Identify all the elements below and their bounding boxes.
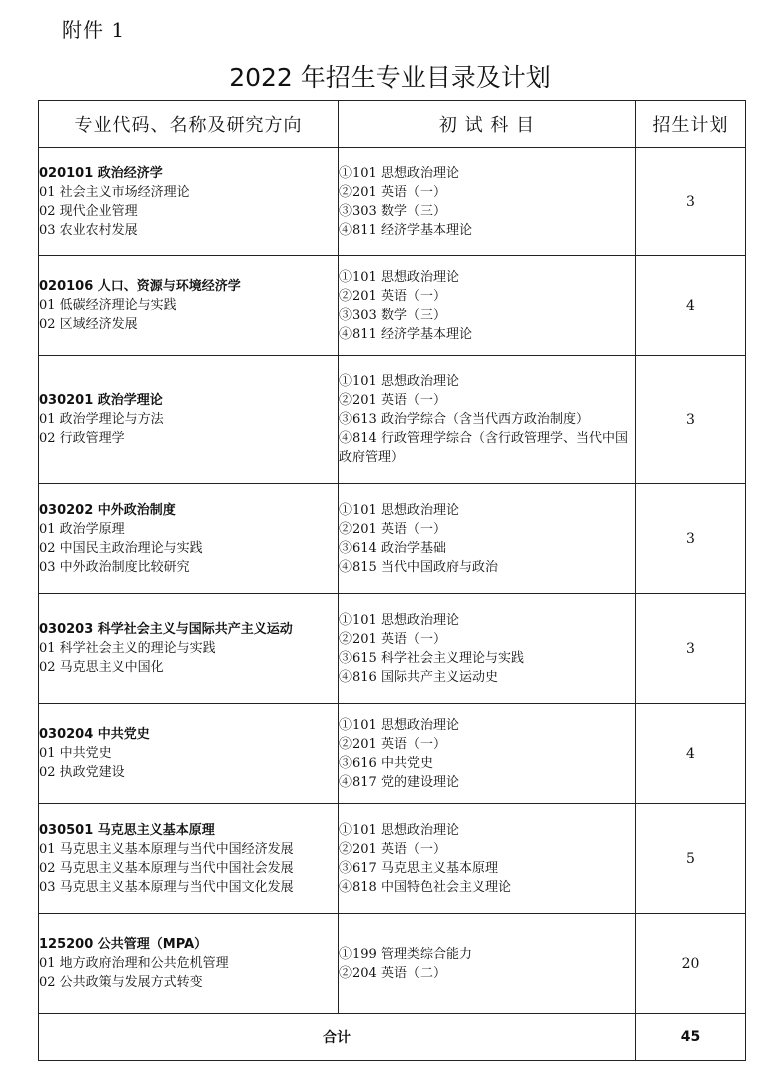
research-direction: 01 科学社会主义的理论与实践 [39,641,216,656]
research-direction: 01 低碳经济理论与实践 [39,298,177,313]
research-direction: 02 区域经济发展 [39,317,138,332]
research-direction: 03 马克思主义基本原理与当代中国文化发展 [39,879,294,895]
major-code: 030202 中外政治制度 [39,502,176,518]
exam-subject: ④814 行政管理学综合（含行政管理学、当代中国政府管理） [339,431,628,465]
plan-count: 3 [636,484,746,594]
research-direction: 02 马克思主义中国化 [39,660,164,675]
exam-subject: ②201 英语（一） [339,736,446,752]
exam-subject: ③613 政治学综合（含当代西方政治制度） [339,412,589,427]
major-cell [39,356,339,484]
research-direction: 01 中共党史 [39,746,112,761]
research-direction: 01 马克思主义基本原理与当代中国经济发展 [39,841,294,857]
exam-subject: ②201 英语（一） [339,521,446,537]
header-plan: 招生计划 [636,101,746,148]
table-row [39,914,746,1014]
exam-subject: ③614 政治学基础 [339,540,446,556]
exam-subject: ①101 思想政治理论 [339,269,459,285]
research-direction: 02 马克思主义基本原理与当代中国社会发展 [39,860,294,876]
research-direction: 02 行政管理学 [39,431,125,446]
exam-subject: ④817 党的建设理论 [339,774,459,790]
exam-subject: ③615 科学社会主义理论与实践 [339,650,524,666]
exam-cell [339,704,636,804]
table-row [39,148,746,256]
table-row [39,704,746,804]
exam-subject: ④818 中国特色社会主义理论 [339,879,511,895]
exam-subject: ④816 国际共产主义运动史 [339,669,498,685]
exam-subject: ②201 英语（一） [339,393,446,408]
major-cell [39,704,339,804]
plan-count: 4 [636,256,746,356]
major-code: 020106 人口、资源与环境经济学 [39,279,241,294]
exam-cell [339,484,636,594]
major-code: 030201 政治学理论 [39,393,163,408]
research-direction: 03 农业农村发展 [39,222,138,238]
exam-cell [339,356,636,484]
exam-subject: ③617 马克思主义基本原理 [339,860,498,876]
plan-count: 3 [636,594,746,704]
exam-subject: ①101 思想政治理论 [339,165,459,181]
table-row [39,594,746,704]
major-cell [39,914,339,1014]
exam-cell [339,914,636,1014]
exam-cell [339,804,636,914]
total-label: 合计 [39,1014,636,1061]
header-exam: 初 试 科 目 [339,101,636,148]
exam-subject: ②201 英语（一） [339,288,446,304]
plan-count: 3 [636,356,746,484]
major-cell [39,148,339,256]
major-code: 020101 政治经济学 [39,165,163,181]
exam-cell [339,148,636,256]
exam-subject: ①101 思想政治理论 [339,612,459,628]
total-row [39,1014,746,1061]
table-row [39,484,746,594]
research-direction: 01 政治学原理 [39,521,125,537]
table-header-row [39,101,746,148]
research-direction: 01 地方政府治理和公共危机管理 [39,956,229,971]
exam-subject: ①101 思想政治理论 [339,717,459,733]
plan-count: 5 [636,804,746,914]
exam-subject: ②201 英语（一） [339,184,446,200]
page-title: 2022 年招生专业目录及计划 [229,63,551,92]
header-major: 专业代码、名称及研究方向 [39,101,339,148]
plan-count: 3 [636,148,746,256]
enrollment-plan-table [38,100,746,1061]
exam-subject: ③303 数学（三） [339,307,446,323]
major-cell [39,256,339,356]
research-direction: 02 中国民主政治理论与实践 [39,540,203,556]
exam-subject: ①101 思想政治理论 [339,822,459,838]
plan-count: 4 [636,704,746,804]
attachment-label: 附件 1 [62,18,126,42]
exam-subject: ③303 数学（三） [339,203,446,219]
research-direction: 02 执政党建设 [39,765,125,780]
exam-subject: ①199 管理类综合能力 [339,946,472,962]
major-code: 125200 公共管理（MPA） [39,937,208,952]
research-direction: 03 中外政治制度比较研究 [39,559,190,575]
exam-subject: ②201 英语（一） [339,631,446,647]
research-direction: 01 政治学理论与方法 [39,412,164,427]
exam-subject: ②204 英语（二） [339,965,446,981]
major-cell [39,804,339,914]
exam-subject: ④811 经济学基本理论 [339,222,472,238]
exam-subject: ③616 中共党史 [339,755,433,771]
table-row [39,804,746,914]
research-direction: 01 社会主义市场经济理论 [39,184,190,200]
table-row [39,356,746,484]
major-cell [39,594,339,704]
major-code: 030204 中共党史 [39,727,150,742]
major-code: 030501 马克思主义基本原理 [39,822,215,838]
total-value: 45 [636,1014,746,1061]
research-direction: 02 公共政策与发展方式转变 [39,975,203,990]
major-cell [39,484,339,594]
exam-cell [339,594,636,704]
plan-count: 20 [636,914,746,1014]
major-code: 030203 科学社会主义与国际共产主义运动 [39,622,293,637]
exam-subject: ②201 英语（一） [339,841,446,857]
exam-subject: ④815 当代中国政府与政治 [339,559,498,575]
exam-subject: ④811 经济学基本理论 [339,326,472,342]
table-row [39,256,746,356]
exam-cell [339,256,636,356]
research-direction: 02 现代企业管理 [39,203,138,219]
exam-subject: ①101 思想政治理论 [339,502,459,518]
exam-subject: ①101 思想政治理论 [339,374,459,389]
